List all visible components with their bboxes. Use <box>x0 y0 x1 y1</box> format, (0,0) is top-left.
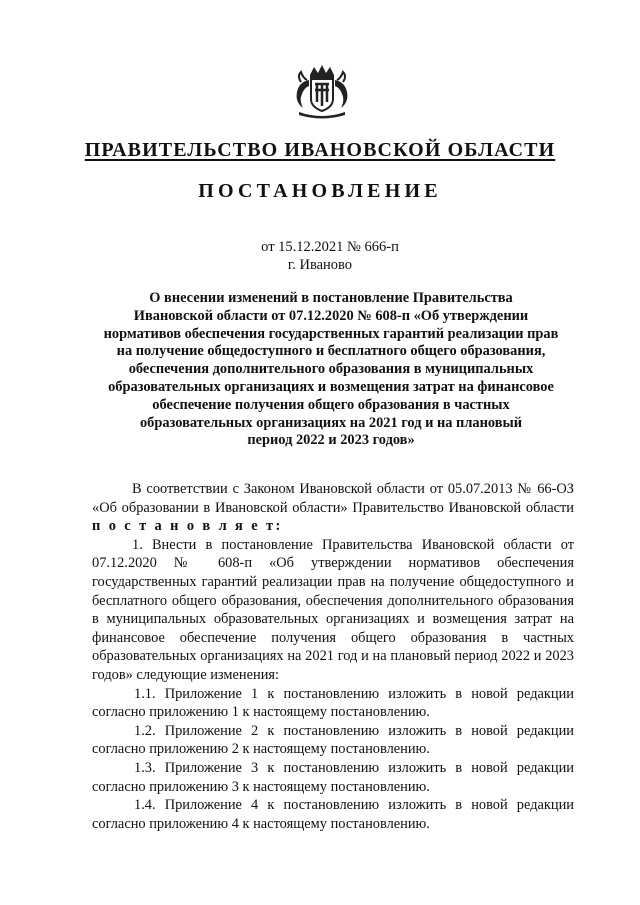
document-meta <box>0 238 640 274</box>
subject-line: обеспечения дополнительного образования в муниципальных <box>128 361 534 378</box>
subject-line: период 2022 и 2023 годов» <box>247 432 415 449</box>
preamble-paragraph <box>92 480 574 536</box>
date-number: от 15.12.2021 № 666-п <box>261 239 399 255</box>
preamble-text: В соответствии с Законом Ивановской области от 05.07.2013 № 66-ОЗ «Об образовании в Ивановской области» Правительство Ивановской области <box>92 481 574 516</box>
subject-line: образовательных организациях на 2021 год и на плановый <box>139 414 523 431</box>
subject-line: обеспечение получения общего образования в частных <box>152 396 510 413</box>
item-1-paragraph: 1. Внести в постановление Правительства Ивановской области от 07.12.2020 № 608-п «Об утверждении нормативов обеспечения государственных гарантий реализации прав на получение общедоступного и бесплатного общего образования, обеспечения дополнительного образования в муниципальных образовательных организациях и возмещения затрат на финансовое обеспечение получения общего образования в частных образовательных организациях на 2021 год и на плановый период 2022 и 2023 годов» следующие изменения: <box>92 536 574 683</box>
subject-line: О внесении изменений в постановление Правительства <box>149 290 513 306</box>
subject-line: образовательных организациях и возмещения затрат на финансовое <box>108 378 554 395</box>
sub-item-paragraph: 1.2. Приложение 2 к постановлению изложить в новой редакции согласно приложению 2 к настоящему постановлению. <box>92 722 574 758</box>
document-type: ПОСТАНОВЛЕНИЕ <box>198 180 442 202</box>
coat-of-arms-icon <box>291 62 353 120</box>
city: г. Иваново <box>287 257 353 273</box>
government-title: ПРАВИТЕЛЬСТВО ИВАНОВСКОЙ ОБЛАСТИ <box>84 139 556 161</box>
sub-item-paragraph: 1.3. Приложение 3 к постановлению изложить в новой редакции согласно приложению 3 к настоящему постановлению. <box>92 759 574 795</box>
subject-line: на получение общедоступного и бесплатного общего образования, <box>116 343 546 360</box>
document-subject <box>88 290 574 450</box>
document-body <box>92 480 574 833</box>
subject-line: нормативов обеспечения государственных гарантий реализации прав <box>103 325 559 342</box>
sub-item-paragraph: 1.1. Приложение 1 к постановлению изложить в новой редакции согласно приложению 1 к настоящему постановлению. <box>92 685 574 721</box>
sub-item-paragraph: 1.4. Приложение 4 к постановлению изложить в новой редакции согласно приложению 4 к настоящему постановлению. <box>92 797 574 832</box>
subject-line: Ивановской области от 07.12.2020 № 608-п «Об утверждении <box>133 307 529 324</box>
resolves-word: п о с т а н о в л я е т: <box>92 518 283 535</box>
